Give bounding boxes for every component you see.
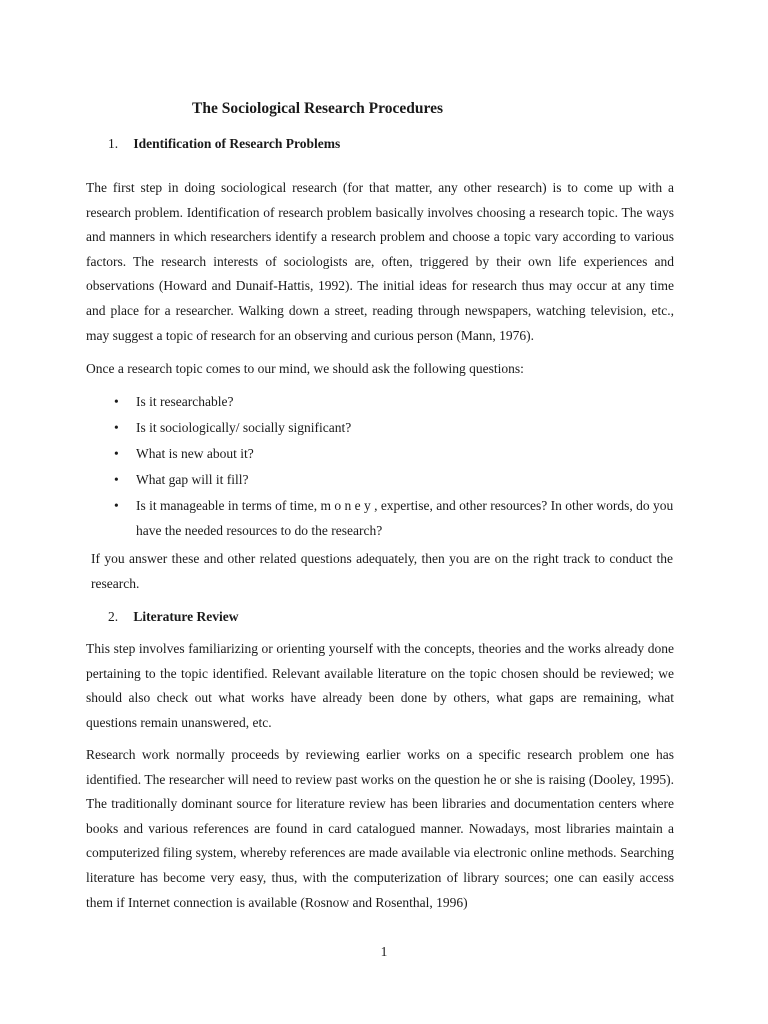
bullet-icon: • [114,472,119,488]
list-item: • Is it sociologically/ socially significant? [86,416,676,441]
bullet-icon: • [114,394,119,409]
section-number: 2. [108,609,119,624]
page-number: 1 [380,944,388,959]
question-list [86,390,676,545]
bullet-icon: • [114,420,119,436]
list-item: • Is it researchable? [86,390,676,415]
list-item: • Is it manageable in terms of time, m o n e y , expertise, and other resources? In other words, do you have the needed resources to do the research? [86,494,676,543]
bullet-icon: • [114,498,119,514]
section-number: 1. [108,136,119,151]
list-item: • What gap will it fill? [86,468,676,493]
paragraph: The first step in doing sociological research (for that matter, any other research) is to come up with a research problem. Identification of research problem basically involves choosing a research topic. The ways and manners in which researchers identify a research problem and choose a topic vary according to various factors. The research interests of sociologists are, often, triggered by their own life experiences and observations (Howard and Dunaif-Hattis, 1992). The initial ideas for research thus may occur at any time and place for a researcher. Walking down a street, reading through newspapers, watching television, etc., may suggest a topic of research for an observing and curious person (Mann, 1976). [86,180,674,343]
document-title: The Sociological Research Procedures [192,100,443,117]
paragraph: Once a research topic comes to our mind, we should ask the following questions: [86,361,524,376]
section-heading-identification [108,136,340,152]
section-heading-text: Identification of Research Problems [133,136,341,151]
paragraph: If you answer these and other related questions adequately, then you are on the right track to conduct the research. [91,551,673,591]
section-heading-text: Literature Review [133,609,239,624]
paragraph: Research work normally proceeds by reviewing earlier works on a specific research problem one has identified. The researcher will need to review past works on the question he or she is raising (Dooley, 1995). The traditionally dominant source for literature review has been libraries and documentation centers where books and various references are found in card catalogued manner. Nowadays, most libraries maintain a computerized filing system, whereby references are made available via electronic online methods. Searching literature has become very easy, thus, with the computerization of library sources; one can easily access them if Internet connection is available (Rosnow and Rosenthal, 1996) [86,747,674,910]
paragraph: This step involves familiarizing or orienting yourself with the concepts, theories and the works already done pertaining to the topic identified. Relevant available literature on the topic chosen should be reviewed; we should also check out what works have already been done by others, what gaps are remaining, what questions remain unanswered, etc. [86,641,674,730]
bullet-icon: • [114,446,119,462]
list-item: • What is new about it? [86,442,676,467]
section-heading-literature-review [108,609,238,625]
